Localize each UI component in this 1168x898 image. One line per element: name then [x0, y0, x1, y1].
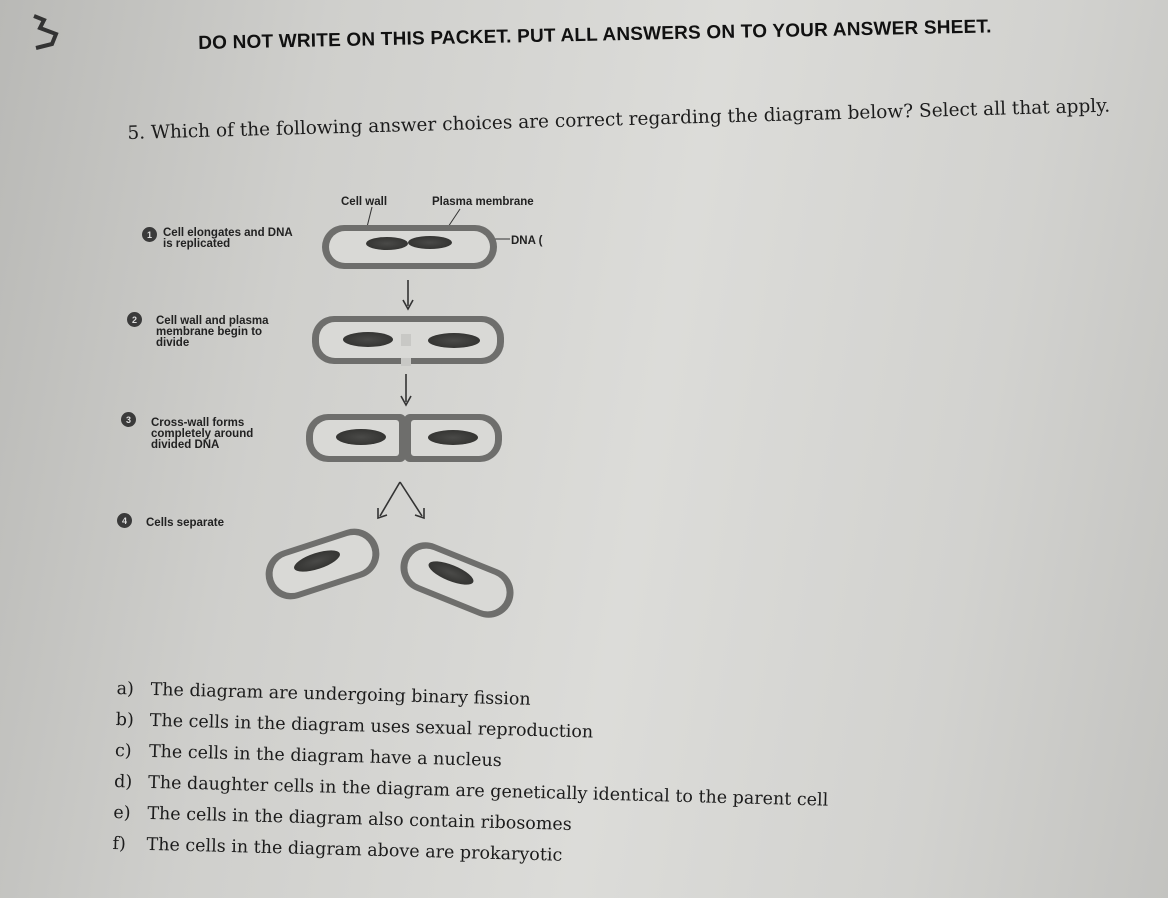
- down-arrow-1: [401, 278, 415, 312]
- dna-label: DNA (: [511, 235, 543, 247]
- step-3-text: Cross-wall forms completely around divided DNA: [151, 417, 254, 451]
- step-2-dna-left: [343, 332, 393, 347]
- choice-c-text: The cells in the diagram have a nucleus: [148, 741, 502, 772]
- step-1-cell: [322, 225, 497, 269]
- choice-f-text: The cells in the diagram above are prokaryotic: [146, 834, 563, 866]
- cell-wall-label: Cell wall: [341, 196, 388, 208]
- step-1-number: 1: [142, 227, 157, 242]
- choice-b-letter: b): [115, 709, 135, 731]
- step-3-dna-right: [428, 430, 478, 445]
- choice-a-text: The diagram are undergoing binary fission: [150, 679, 531, 710]
- split-arrow: [372, 478, 428, 522]
- plasma-membrane-label: Plasma membrane: [432, 196, 534, 208]
- step-2-number: 2: [127, 312, 142, 327]
- staple-mark: [26, 14, 76, 54]
- choice-e-letter: e): [113, 802, 131, 824]
- choice-e-text: The cells in the diagram also contain ribosomes: [147, 803, 573, 835]
- step-2-text: Cell wall and plasma membrane begin to divide: [156, 315, 269, 349]
- step-4-number: 4: [117, 513, 132, 528]
- step-3-dna-left: [336, 429, 386, 445]
- step-2-pinch: [401, 314, 411, 366]
- step-1-dna-b: [408, 236, 452, 249]
- choice-d-text: The daughter cells in the diagram are genetically identical to the parent cell: [147, 772, 829, 811]
- packet-instruction: DO NOT WRITE ON THIS PACKET. PUT ALL ANSWERS ON TO YOUR ANSWER SHEET.: [198, 16, 992, 54]
- down-arrow-2: [399, 372, 413, 408]
- choice-c-letter: c): [114, 740, 132, 762]
- step-3-number: 3: [121, 412, 136, 427]
- choice-f-letter: f): [112, 833, 127, 855]
- choice-a-letter: a): [116, 678, 135, 700]
- question-text: 5. Which of the following answer choices are correct regarding the diagram below? Select all that apply.: [127, 95, 1111, 144]
- step-2-dna-right: [428, 333, 480, 348]
- step-4-text: Cells separate: [146, 517, 224, 529]
- choice-d-letter: d): [113, 771, 133, 793]
- step-1-text: Cell elongates and DNA is replicated: [163, 227, 293, 250]
- choice-b-text: The cells in the diagram uses sexual reproduction: [149, 710, 594, 743]
- answer-choices: [112, 674, 1017, 883]
- step-1-dna-a: [366, 237, 408, 250]
